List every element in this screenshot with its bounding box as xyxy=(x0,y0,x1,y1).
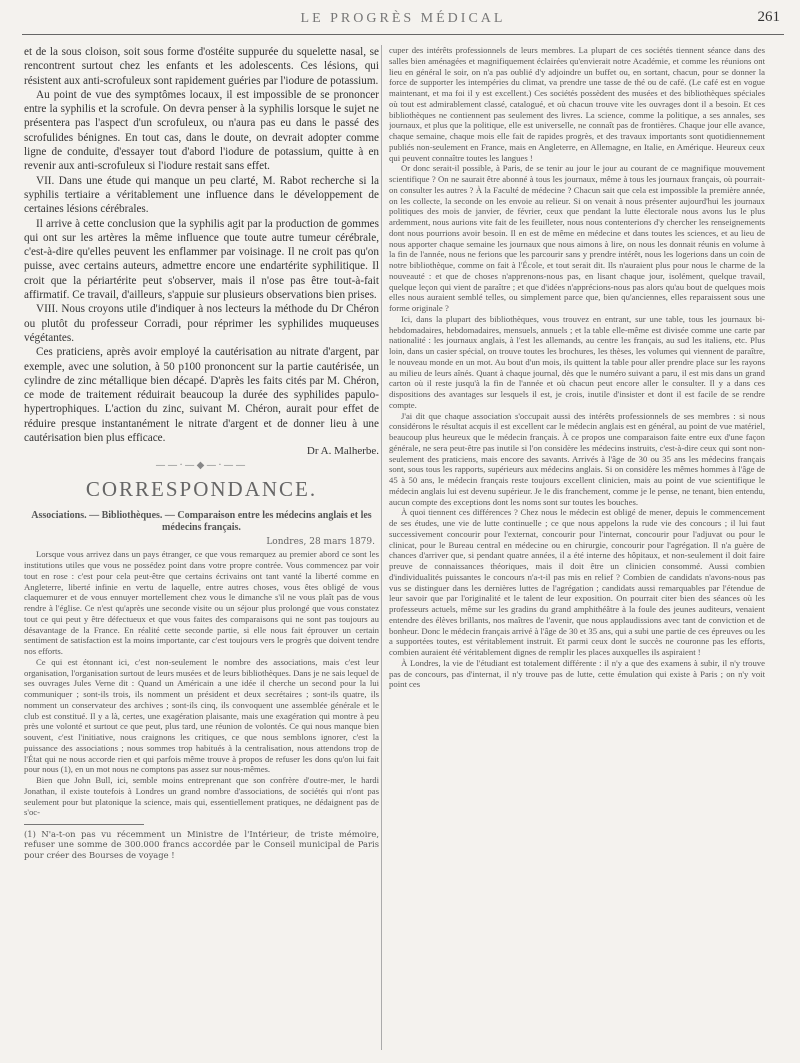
footnote-rule xyxy=(24,824,144,825)
author-signature: Dr A. Malherbe. xyxy=(306,445,379,458)
ornamental-divider: ——·—◆—·—— xyxy=(155,460,248,472)
paragraph: Bien que John Bull, ici, semble moins entreprenant que son confrère d'outre-mer, le hardi Jonathan, il existe toutefois à Londres un grand nombre d'associations, de sociétés qui n'ont pas seulement pour but platonique la science, mais qui, essentiellement pratiques, ne dédaignent pas de s'oc- xyxy=(24,775,379,818)
paragraph: Ce qui est étonnant ici, c'est non-seulement le nombre des associations, mais c'est leur organisation, l'organisation surtout de leurs musées et de leurs bibliothèques. Dans je ne sais lequel de ses ouvrages Jules Verne dit : Quand un Américain a une idée il cherche un second pour la lui communiquer ; sont-ils trois, ils nomment un président et deux secrétaires ; sont-ils quatre, ils nomment un conservateur des archives ; sont-ils cinq, ils convoquent une assemblée générale et le club est constitué. Il y a là, certes, une exagération plaisante, mais une exagération qui montre à peu près une volonté et surtout ce que peut, plus tard, une réunion de volontés. Ce qui nous manque bien souvent, c'est l'initiative, nous craignons les critiques, ce que nous semblons ignorer, c'est la puissance des associations ; nous sommes trop habitués à la centralisation, nous attendons trop de l'État qui ne nous accorde rien et qui parfois même trouve à propos de refuser les dons qu'on lui fait pour nous (1), en un mot nous ne comptons pas assez sur nous-mêmes. xyxy=(24,656,379,775)
page-number: 261 xyxy=(757,9,780,25)
column-rule xyxy=(381,45,382,1050)
paragraph: cuper des intérêts professionnels de leurs membres. La plupart de ces sociétés tiennent séance dans des salles bien aménagées et magnifiquement éclairées qu'envierait notre Académie, et comme les réunions ont lieu en général le soir, on n'a pas oublié d'y adjoindre un buffet ou, en sortant, chacun, pour se donner la force de supporter les intempéries du climat, va prendre une tasse de thé ou de café. (Le café est en vogue maintenant, et ma foi il y est excellent.) Ces sociétés possèdent des musées et des bibliothèques spéciales où tout est admirablement classé, catalogué, et où chacun trouve vite les ouvrages dont il a besoin. Et ces bibliothèques ne contiennent pas seulement des livres. La science, comme la politique, a ses annales, ses journaux, et plus que la politique, elle est universelle, ne connaît pas de frontières. Chaque jour elle avance, chaque semaine, chaque mois elle fait de rapides progrès, et des travaux importants sont quotidiennement publiés non-seulement en France, mais en Angleterre, en Allemagne, en Italie, en Amérique. Heureux ceux qui peuvent connaître toutes les langues ! xyxy=(389,45,765,163)
paragraph: Ces praticiens, après avoir employé la cautérisation au nitrate d'argent, par exemple, avec une solution, à 50 p100 prononcent sur la partie cautérisée, un cylindre de zinc métallique bien décapé. D'après les faits cités par M. Chéron, ce mode de traitement réduirait beaucoup la durée des syphilides papulo-hypertrophiques. L'action du zinc, suivant M. Chéron, aurait pour effet de réduire presque instantanément le nitrate d'argent et de donner lieu à une cautérisation bien plus efficace. xyxy=(24,346,379,445)
page-header xyxy=(22,4,784,35)
section-title: CORRESPONDANCE. xyxy=(85,477,318,502)
paragraph: VII. Dans une étude qui manque un peu clarté, M. Rabot recherche si la syphilis tertiaire a véritablement une influence dans le développement de certaines lésions cérébrales. xyxy=(24,174,379,216)
paragraph: Au point de vue des symptômes locaux, il est impossible de se prononcer entre la syphilis et la scrofule. On devra penser à la syphilis lorsque le sujet ne présentera pas l'aspect d'un scrofuleux, ou n'aura pas eu dans le passé des scrofulides bénignes. En tout cas, dans le doute, on devrait adopter comme ligne de conduite, d'essayer tout d'abord l'iodure de potassium, quitte à en revenir aux anti-scrofuleux si l'iodure restait sans effet. xyxy=(24,88,379,173)
paragraph: J'ai dit que chaque association s'occupait aussi des intérêts professionnels de ses membres : si nous considérons le résultat acquis il est excellent car le médecin anglais est en général, au point de vue matériel, beaucoup plus heureux que le médecin français. À ce propos une comparaison faite entre eux d'une façon générale, ne sera peut-être pas inutile si l'on considère les médecins instruits, c'est-à-dire ceux qui sont non-seulement des praticiens, mais encore des savants. Arrivés à l'âge de 30 ou 35 ans les médecins français sont, sous tous les rapports, supérieurs aux médecins anglais. Si on considère les mêmes hommes à l'âge de 45 à 50 ans, le médecin français reste toujours excellent clinicien, mais au point de vue scientifique le médecin anglais lui est devenu supérieur. Je le dis franchement, comme je le pense, ne tenant, bien entendu, aucun compte des exceptions dont les noms sont sur toutes les bouches. xyxy=(389,410,765,507)
paragraph: VIII. Nous croyons utile d'indiquer à nos lecteurs la méthode du Dr Chéron ou plutôt du professeur Corradi, pour réprimer les syphilides muqueuses végétantes. xyxy=(24,303,379,344)
footnote: (1) N'a-t-on pas vu récemment un Ministre de l'Intérieur, de triste mémoire, refuser une somme de 300.000 francs accordée par le Conseil municipal de Paris pour créer des Bourses de voyage ! xyxy=(24,829,379,860)
paragraph: À quoi tiennent ces différences ? Chez nous le médecin est obligé de mener, depuis le commencement de ses études, une vie de lutte continuelle ; ce que nous appelons la rude vie des concours ; il lui faut successivement concourir pour l'externat, concourir pour l'internat, concourir pour l'adjuvat ou pour le clinicat, pour le Bureau central en médecine ou en chirurgie, concourir pour l'agrégation. Il n'a guère de chances d'arriver que, si pendant quatre années, il a été interne des hôpitaux, et non-seulement il doit faire preuve de connaissances théoriques, mais il doit être un clinicien consommé. Aussi combien d'individualités puissantes le concours n'a-t-il pas mis en relief ? Combien de candidats n'avons-nous pas vus se distinguer dans les dernières luttes de l'agrégation ; candidats aussi remarquables par l'étendue de leur savoir que par l'originalité et le talent de leur exposition. On pourrait citer bien des séances où les professeurs actuels, même sur les gradins du grand amphithéâtre à la foule des jeunes auditeurs, venaient entendre des élèves brillants, nos maîtres de l'avenir, que nous applaudissions avec tant de conviction et de bonheur. Donc le médecin français arrivé à l'âge de 30 et 35 ans, qui a subi une partie de ces épreuves ou les a supportées toutes, est véritablement instruit. Et parmi ceux dont le succès ne couronne pas les efforts, combien auraient été véritablement dignes de remplir les places auxquelles ils aspiraient ! xyxy=(389,507,765,657)
paragraph: et de la sous cloison, soit sous forme d'ostéite suppurée du squelette nasal, se rencontrent surtout chez les enfants et les adolescents. Ces lésions, qui résistent aux anti-scrofuleux sont rapidement guéries par l'iodure de potassium. xyxy=(24,46,379,87)
right-column xyxy=(389,45,765,1055)
paragraph: Ici, dans la plupart des bibliothèques, vous trouvez en entrant, sur une table, tous les journaux bi-hebdomadaires, hebdomadaires, mensuels, annuels ; et la table elle-même est divisée comme une carte par nationalité : les journaux anglais, à l'est les allemands, au centre les français, au sud les italiens, etc. Plus loin, dans un casier spécial, on trouve toutes les brochures, les thèses, les volumes qui viennent de paraître, le nouveau monde en un mot. Au bout d'un mois, ils quittent la table pour aller prendre place sur les rayons au milieu de leurs aînés. Quant à chaque journal, dès que le numéro suivant a paru, il est mis dans un grand carton où il reste jusqu'à la fin de l'année et où chacun peut encore aller le consulter. Il y a dans ces dispositions des avantages sur lesquels il est, je crois, inutile d'insister et dont il est facile de se rendre compte. xyxy=(389,313,765,410)
left-column xyxy=(24,45,379,1055)
section-subtitle: Associations. — Bibliothèques. — Comparaison entre les médecins anglais et les médecins français. xyxy=(31,510,372,533)
paragraph: Or donc serait-il possible, à Paris, de se tenir au jour le jour au courant de ce magnifique mouvement scientifique ? On ne saurait être abonné à tous les journaux, même à tous les journaux français, où pourrait-on consulter les autres ? À la Faculté de médecine ? Chacun sait que cela est impossible la première année, on les collecte, la seconde on les envoie au relieur. Si on venait à nous présenter aujourd'hui les journaux politiques des mois de janvier, de février, ceux que pendant la lutte électorale nous avons lus le plus ardemment, nous aurions vite fait de les feuilleter, nous nous contenterions d'y chercher les renseignements dont nous pourrions avoir besoin. Il en est de même en médecine et dans toutes les sciences, et au lieu de nous apporter chaque semaine les journaux que nous aimons à lire, on nous les donnait réunis en volume à la fin de l'année, nous ne ferions que les parcourir sans y prendre intérêt, nous les logerions dans un coin de notre bibliothèque, comme on fait à l'École, et tout serait dit. Ils n'auraient plus pour nous le charme de la nouveauté : et que de choses n'apprenons-nous pas, en lisant chaque jour, isolément, quelque travail, quelque leçon qui vient de paraître ; et que d'idées n'apprécions-nous pas alors qu'au bout de quelques mois elles nous auraient semblé telles, ou simplement parce que, bien qu'anciennes, elles reparaissent sous une forme originale ? xyxy=(389,163,765,313)
paragraph: Lorsque vous arrivez dans un pays étranger, ce que vous remarquez au premier abord ce sont les institutions utiles que vous ne possédez point dans votre propre contrée. Vous commencez par voir tout en rose : c'est pour cela peut-être que certains écrivains ont tant vanté la liberté comme en Angleterre, liberté infinie en vertu de laquelle, entre autres choses, vous êtes obligé de vous claquemurer et de vous ennuyer mortellement chez vous le dimanche s'il ne vous plaît pas de vous rendre à l'église. Ce n'est qu'après une seconde visite ou un séjour plus prolongé que vous constatez tout ce qui peut y être défectueux et que vous faites des comparaisons qui ne sont pas toujours au désavantage de la France. En réalité cette seconde partie, si elle nous fait éprouver un certain sentiment de satisfaction est la moins importante, car c'est toujours vers le progrès que doivent tendre nos efforts. xyxy=(24,549,379,657)
running-title: LE PROGRÈS MÉDICAL xyxy=(300,11,506,26)
paragraph: Il arrive à cette conclusion que la syphilis agit par la production de gommes qui ont sur les artères la même influence que toute autre tumeur cérébrale, c'est-à-dire qu'elles peuvent les enflammer par voisinage. Il ne croit pas qu'on puisse, avec certains auteurs, admettre encore une endartérite syphilitique. Il croit que la périartérite peut s'observer, mais il n'ose pas être tout-à-fait affirmatif. Ce travail, d'ailleurs, s'appuie sur plusieurs observations bien prises. xyxy=(24,217,379,302)
paragraph: À Londres, la vie de l'étudiant est totalement différente : il n'y a que des examens à subir, il n'y trouve pas de concours, pas d'internat, il n'y trouve pas de lutte, cette émulation qui existe à Paris ; on n'y voit point ces xyxy=(389,657,765,690)
dateline: Londres, 28 mars 1879. xyxy=(266,537,375,548)
